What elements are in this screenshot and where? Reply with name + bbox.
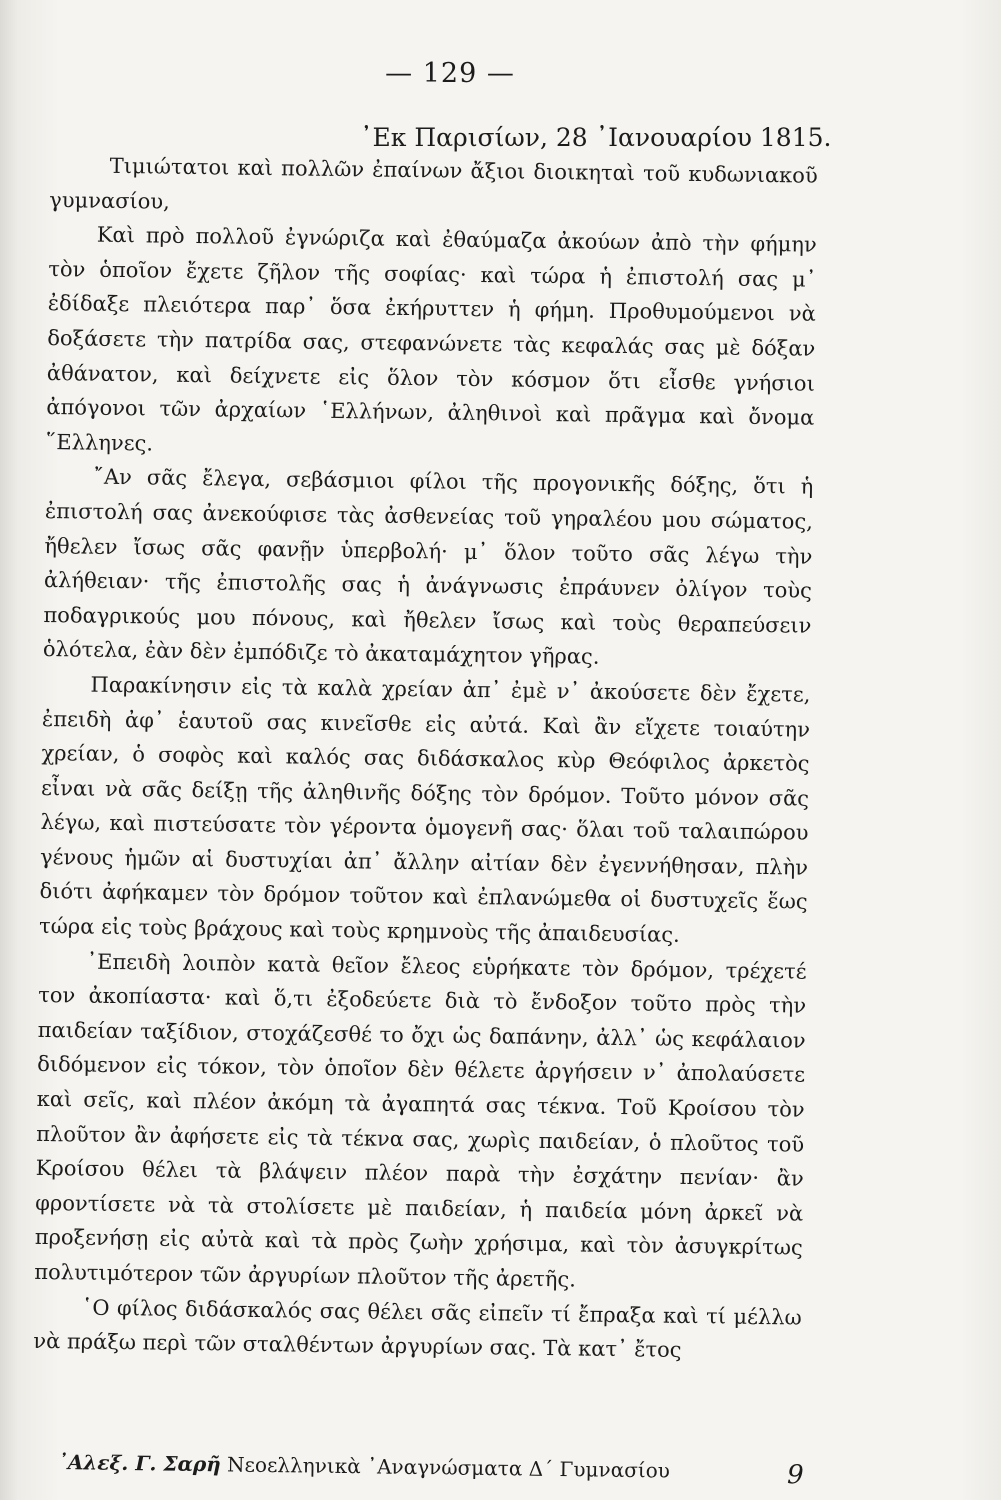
page-number: — 129 — xyxy=(385,58,515,89)
footer-author: ᾿Αλεξ. Γ. Σαρῆ xyxy=(57,1450,221,1477)
paragraph-2: ῎Αν σᾶς ἔλεγα, σεβάσμιοι φίλοι τῆς προγονικῆς δόξης, ὅτι ἡ ἐπιστολή σας ἀνεκούφισε τὰς ἀσθενείας τοῦ γηραλέου μου σώματος, ἤθελεν ἴσως σᾶς φανῇν ὑπερβολή· μ᾿ ὅλον τοῦτο σᾶς λέγω τὴν ἀλήθειαν· τῆς ἐπιστολῆς σας ἡ ἀνάγνωσις ἐπράυνεν ὀλίγον τοὺς ποδαγρικούς μου πόνους, καὶ ἤθελεν ἴσως καὶ τοὺς θεραπεύσειν ὁλότελα, ἐὰν δὲν ἐμπόδιζε τὸ ἀκαταμάχητον γῆρας. xyxy=(42,464,814,670)
paragraph-1: Καὶ πρὸ πολλοῦ ἐγνώριζα καὶ ἐθαύμαζα ἀκούων ἀπὸ τὴν φήμην τὸν ὁποῖον ἔχετε ζῆλον τῆς σοφίας· καὶ τώρα ἡ ἐπιστολή σας μ᾿ ἐδίδαξε πλειότερα παρ᾿ ὅσα ἐκήρυττεν ἡ φήμη. Προθυμούμενοι νὰ δοξάσετε τὴν πατρίδα σας, στεφανώνετε τὰς κεφαλάς σας μὲ δόξαν ἀθάνατον, καὶ δείχνετε εἰς ὅλον τὸν κόσμον ὅτι εἶσθε γνήσιοι ἀπόγονοι τῶν ἀρχαίων ῾Ελλήνων, ἀληθινοὶ καὶ πρᾶγμα καὶ ὄνομα ῞Ελληνες. xyxy=(45,222,817,456)
footer-book-title: Νεοελληνικὰ ᾿Αναγνώσματα Δ΄ Γυμνασίου xyxy=(226,1452,671,1483)
letter-date-line: ᾿Εκ Παρισίων, 28 ᾿Ιανουαρίου 1815. xyxy=(360,123,832,152)
paragraph-5: ῾Ο φίλος διδάσκαλός σας θέλει σᾶς εἰπεῖν τί ἔπραξα καὶ τί μέλλω νὰ πράξω περὶ τῶν σταλθέντων ἀργυρίων σας. Τὰ κατ᾿ ἔτος xyxy=(33,1295,802,1363)
page-footer xyxy=(58,1450,804,1490)
footer-signature-mark: 9 xyxy=(786,1460,804,1491)
paragraph-3: Παρακίνησιν εἰς τὰ καλὰ χρείαν ἀπ᾿ ἐμὲ ν᾿ ἀκούσετε δὲν ἔχετε, ἐπειδὴ ἀφ᾿ ἑαυτοῦ σας κινεῖσθε εἰς αὐτά. Καὶ ἂν εἴχετε τοιαύτην χρείαν, ὁ σοφὸς καὶ καλός σας διδάσκαλος κὺρ Θεόφιλος ἀρκετὸς εἶναι νὰ σᾶς δείξῃ τῆς ἀληθινῆς δόξης τὸν δρόμον. Τοῦτο μόνον σᾶς λέγω, καὶ πιστεύσατε τὸν γέροντα ὁμογενῆ σας· ὅλαι τοῦ ταλαιπώρου γένους ἡμῶν αἱ δυστυχίαι ἀπ᾿ ἄλλην αἰτίαν δὲν ἐγεννήθησαν, πλὴν διότι ἀφήκαμεν τὸν δρόμον τοῦτον καὶ ἐπλανώμεθα οἱ δυστυχεῖς ἕως τώρα εἰς τοὺς βράχους καὶ τοὺς κρημνοὺς τῆς ἀπαιδευσίας. xyxy=(38,672,811,947)
paragraph-4: ᾿Επειδὴ λοιπὸν κατὰ θεῖον ἔλεος εὑρήκατε τὸν δρόμον, τρέχετέ τον ἀκοπίαστα· καὶ ὅ,τι ἐξοδεύετε διὰ τὸ ἔνδοξον τοῦτο πρὸς τὴν παιδείαν ταξίδιον, στοχάζεσθέ το ὄχι ὡς δαπάνην, ἀλλ᾿ ὡς κεφάλαιον διδόμενον εἰς τόκον, τὸν ὁποῖον δὲν θέλετε ἀργήσειν ν᾿ ἀπολαύσετε καὶ σεῖς, καὶ πλέον ἀκόμη τὰ ἀγαπητά σας τέκνα. Τοῦ Κροίσου τὸν πλοῦτον ἂν ἀφήσετε εἰς τὰ τέκνα σας, χωρὶς παιδείαν, ὁ πλοῦτος τοῦ Κροίσου θέλει τὰ βλάψειν πλέον παρὰ τὴν ἐσχάτην πενίαν· ἂν φροντίσετε νὰ τὰ στολίσετε μὲ παιδείαν, ἡ παιδεία μόνη ἀρκεῖ νὰ προξενήσῃ εἰς αὐτὰ καὶ τὰ πρὸς ζωὴν χρήσιμα, καὶ τὸν ἀσυγκρίτως πολυτιμότερον τῶν ἀργυρίων πλοῦτον τῆς ἀρετῆς. xyxy=(34,949,807,1292)
letter-body xyxy=(33,148,818,1369)
letter-salutation: Τιμιώτατοι καὶ πολλῶν ἐπαίνων ἄξιοι διοικηταὶ τοῦ κυδωνιακοῦ γυμνασίου, xyxy=(49,153,818,214)
